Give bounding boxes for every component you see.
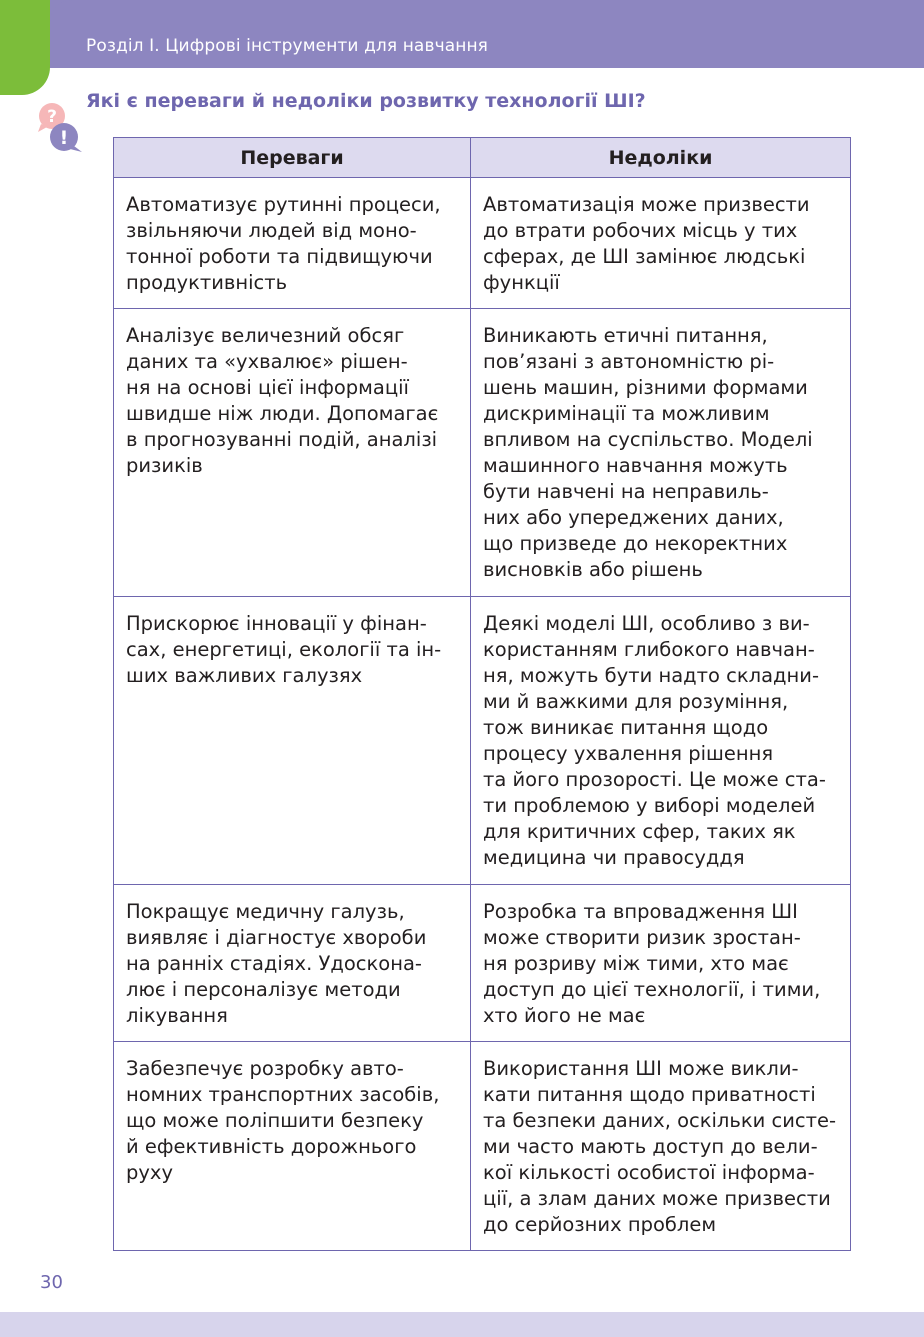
table-header-row [114, 138, 851, 178]
table-row [114, 597, 851, 885]
pro-cell: Покращує медичну галузь, виявляє і діагностує хвороби на ранніх стадіях. Удоскона- лює і персоналізує методи лікування [114, 885, 471, 1042]
section-question: Які є переваги й недоліки розвитку технології ШІ? [86, 90, 646, 112]
con-cell: Використання ШІ може викли- кати питання щодо приватності та безпеки даних, оскільки систе- ми часто мають доступ до вели- кої кількості особистої інформа- ції, а злам даних може призвести до серйозних проблем [471, 1042, 851, 1251]
con-cell: Розробка та впровадження ШІ може створити ризик зростан- ня розриву між тими, хто має доступ до цієї технології, і тими, хто його не має [471, 885, 851, 1042]
pro-cell: Автоматизує рутинні процеси, звільняючи людей від моно- тонної роботи та підвищуючи продуктивність [114, 178, 471, 309]
chapter-color-tab [0, 0, 50, 95]
con-cell: Виникають етичні питання, пов’язані з автономністю рі- шень машин, різними формами дискримінації та можливим впливом на суспільство. Моделі машинного навчання можуть бути навчені на неправиль- них або упереджених даних, що призведе до некоректних висновків або рішень [471, 309, 851, 597]
chapter-title: Розділ І. Цифрові інструменти для навчання [86, 36, 488, 56]
footer-bar [0, 1312, 924, 1337]
table-row [114, 885, 851, 1042]
table-row [114, 178, 851, 309]
header-tab [50, 0, 924, 68]
column-header-cons: Недоліки [471, 138, 851, 178]
pro-cell: Забезпечує розробку авто- номних транспортних засобів, що може поліпшити безпеку й ефективність дорожнього руху [114, 1042, 471, 1251]
table-row [114, 309, 851, 597]
page-number: 30 [40, 1272, 63, 1293]
question-exclamation-icon [36, 100, 84, 154]
pro-cell: Аналізує величезний обсяг даних та «ухвалює» рішен- ня на основі цієї інформації швидше ніж люди. Допомагає в прогнозуванні подій, аналізі ризиків [114, 309, 471, 597]
con-cell: Автоматизація може призвести до втрати робочих місць у тих сферах, де ШІ замінює людські функції [471, 178, 851, 309]
table-row [114, 1042, 851, 1251]
svg-text:!: ! [59, 127, 69, 149]
column-header-pros: Переваги [114, 138, 471, 178]
svg-text:?: ? [47, 107, 57, 127]
con-cell: Деякі моделі ШІ, особливо з ви- користанням глибокого навчан- ня, можуть бути надто складни- ми й важкими для розуміння, тож виникає питання щодо процесу ухвалення рішення та його прозорості. Це може ста- ти проблемою у виборі моделей для критичних сфер, таких як медицина чи правосуддя [471, 597, 851, 885]
pros-cons-table [113, 137, 851, 1251]
pro-cell: Прискорює інновації у фінан- сах, енергетиці, екології та ін- ших важливих галузях [114, 597, 471, 885]
